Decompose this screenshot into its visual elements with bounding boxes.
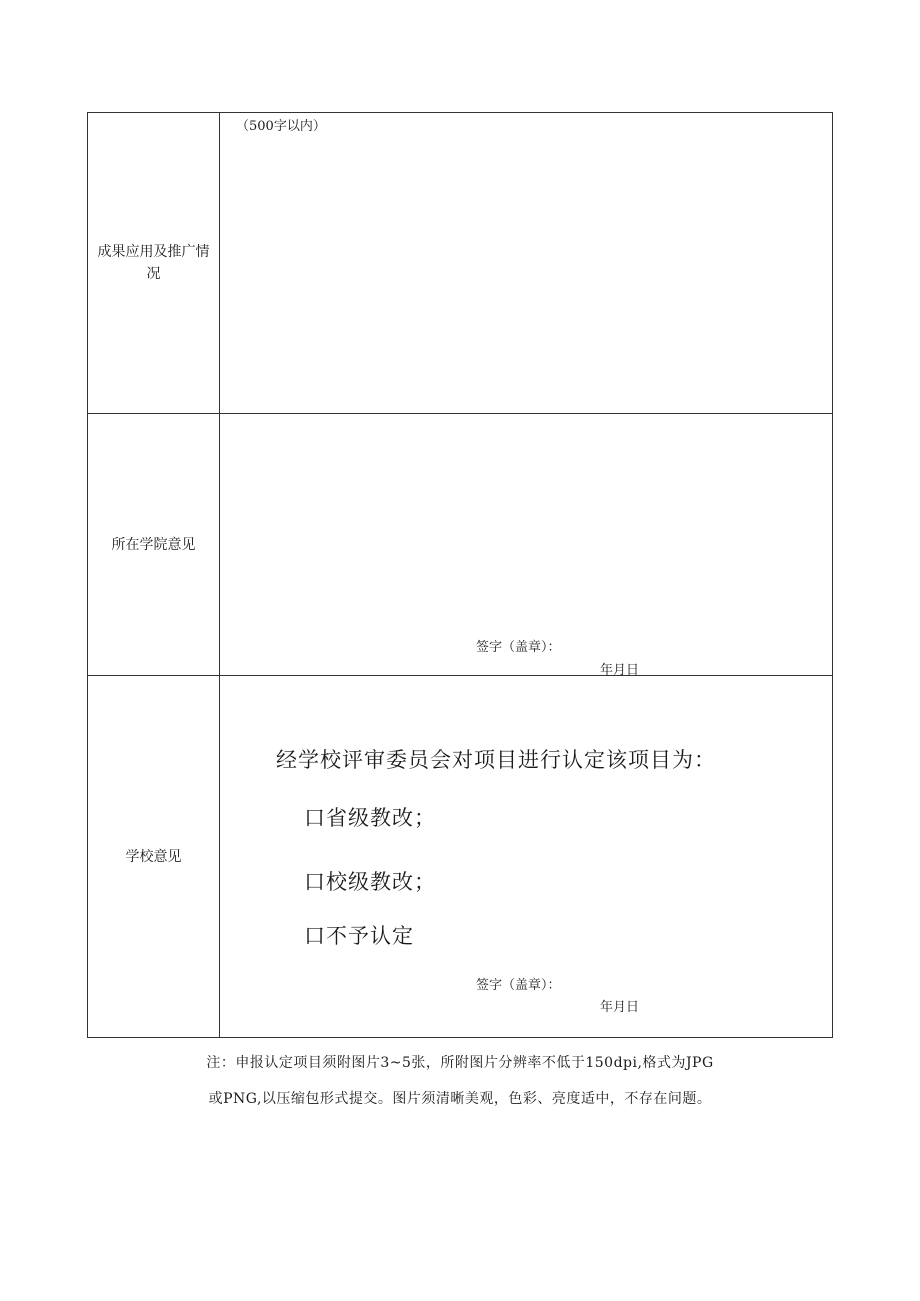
school-signature-label: 签字（盖章）： xyxy=(476,978,561,993)
application-promotion-content-field[interactable] xyxy=(220,113,832,413)
college-date-label: 年月日 xyxy=(600,663,640,678)
row-college-opinion xyxy=(88,414,832,676)
row-label-application-promotion: 成果应用及推广情况 xyxy=(88,113,220,413)
school-review-statement: 经学校评审委员会对项目进行认定该项目为： xyxy=(276,748,716,772)
option-provincial-reform[interactable]: 口省级教改； xyxy=(304,806,436,830)
school-date-label: 年月日 xyxy=(600,1000,640,1015)
word-limit-hint: （500字以内） xyxy=(236,119,326,134)
row-label-school-opinion: 学校意见 xyxy=(88,676,220,1037)
option-school-reform[interactable]: 口校级教改； xyxy=(304,870,436,894)
college-opinion-content-field[interactable] xyxy=(220,414,832,678)
row-application-promotion xyxy=(88,113,832,414)
footnote-line-2: 或PNG,以压缩包形式提交。图片须清晰美观，色彩、亮度适中，不存在问题。 xyxy=(208,1091,712,1107)
application-form-table xyxy=(87,112,833,1038)
school-opinion-content xyxy=(220,676,832,1037)
college-signature-label: 签字（盖章）： xyxy=(476,640,561,655)
row-school-opinion xyxy=(88,676,832,1037)
row-label-college-opinion: 所在学院意见 xyxy=(88,414,220,675)
option-not-approved[interactable]: 口不予认定 xyxy=(304,924,414,948)
footnote-line-1: 注：申报认定项目须附图片3~5张，所附图片分辨率不低于150dpi,格式为JPG xyxy=(206,1055,714,1071)
